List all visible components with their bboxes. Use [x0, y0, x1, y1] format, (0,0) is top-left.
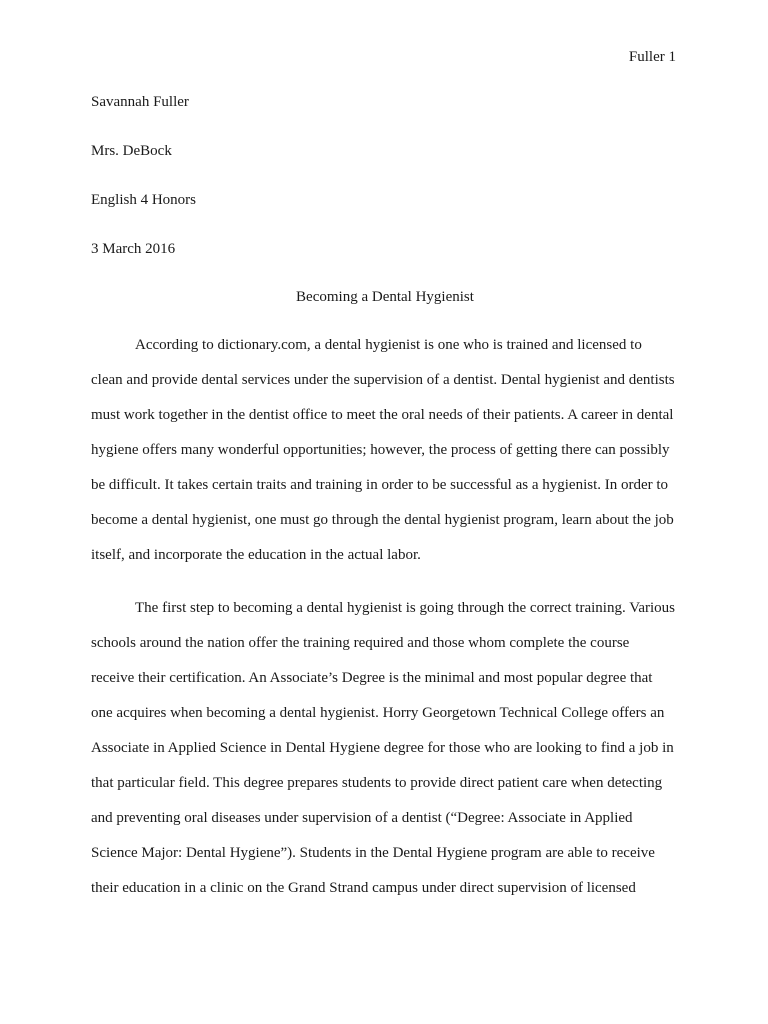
- paragraph-line: The first step to becoming a dental hygienist is going through the correct training. Various: [135, 600, 676, 616]
- mla-heading: [91, 92, 679, 288]
- paragraph-line: be difficult. It takes certain traits and training in order to be successful as a hygienist. In order to: [91, 477, 669, 493]
- paragraph-line: receive their certification. An Associate’s Degree is the minimal and most popular degree that: [91, 670, 653, 686]
- paragraph-line: Associate in Applied Science in Dental Hygiene degree for those who are looking to find a job in: [91, 740, 674, 756]
- paragraph-line: their education in a clinic on the Grand Strand campus under direct supervision of licensed: [91, 880, 636, 896]
- student-name: Savannah Fuller: [91, 94, 189, 110]
- paragraph-line: itself, and incorporate the education in the actual labor.: [91, 547, 421, 563]
- running-head: Fuller 1: [628, 49, 676, 65]
- paragraph-line: that particular field. This degree prepares students to provide direct patient care when detecting: [91, 775, 663, 791]
- body-paragraph-1: [91, 335, 691, 580]
- paragraph-line: must work together in the dentist office to meet the oral needs of their patients. A career in dental: [91, 407, 674, 423]
- paragraph-line: become a dental hygienist, one must go through the dental hygienist program, learn about the job: [91, 512, 674, 528]
- body-paragraph-2: [91, 598, 691, 913]
- essay-title: Becoming a Dental Hygienist: [296, 289, 474, 305]
- paragraph-line: and preventing oral diseases under supervision of a dentist (“Degree: Associate in Applied: [91, 810, 633, 826]
- essay-date: 3 March 2016: [91, 241, 176, 257]
- course-name: English 4 Honors: [91, 192, 196, 208]
- paragraph-line: Science Major: Dental Hygiene”). Students in the Dental Hygiene program are able to receive: [91, 845, 655, 861]
- paragraph-line: clean and provide dental services under the supervision of a dentist. Dental hygienist and dentists: [91, 372, 675, 388]
- teacher-name: Mrs. DeBock: [91, 143, 172, 159]
- paragraph-line: schools around the nation offer the training required and those whom complete the course: [91, 635, 630, 651]
- paragraph-line: According to dictionary.com, a dental hygienist is one who is trained and licensed to: [135, 337, 642, 353]
- paragraph-line: one acquires when becoming a dental hygienist. Horry Georgetown Technical College offers an: [91, 705, 665, 721]
- paragraph-line: hygiene offers many wonderful opportunities; however, the process of getting there can possibly: [91, 442, 670, 458]
